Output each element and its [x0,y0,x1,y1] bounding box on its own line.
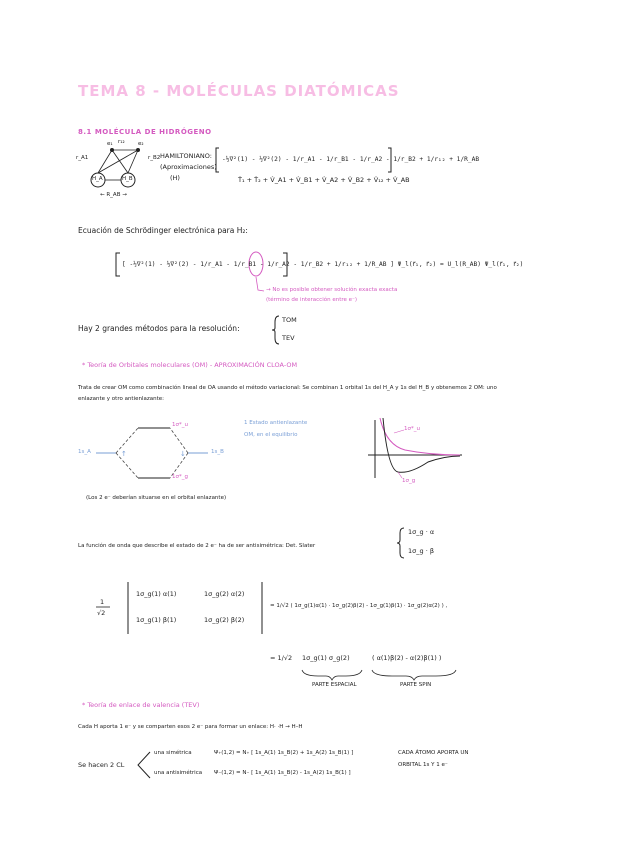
method-tev: TEV [282,334,295,342]
hamiltonian-sub: (H) [170,174,180,182]
hamiltonian-label: HAMILTONIANO: [160,152,212,160]
expansion-equation-1: = 1/√2 ( 1σ_g(1)α(1) · 1σ_g(2)β(2) - 1σ_g(1)β(1) · 1σ_g(2)α(2) ) , [270,603,448,609]
svg-text:↑: ↑ [121,450,127,458]
antisymmetric-equation: Ψ₋(1,2) = N₋ [ 1s_A(1) 1s_B(2) - 1s_A(2) 1s_B(1) ] [214,770,351,776]
side-note-line-2: ORBITAL 1s Y 1 e⁻ [398,762,448,768]
methods-intro: Hay 2 grandes métodos para la resolución: [78,324,240,333]
interaction-term-note: (término de interacción entre e⁻) [266,297,358,303]
nucleus-a-label: H_A [92,176,103,182]
blue-note-line-1: 1 Estado antienlazante [244,420,308,426]
antisymmetric-label: una antisimétrica [154,770,203,776]
spin-part: ( α(1)β(2) - α(2)β(1) ) [372,654,442,662]
electron-1-label: e₁ [107,141,113,147]
prefactor-numerator: 1 [100,598,105,606]
wavefunction-text: La función de onda que describe el estado de 2 e⁻ ha de ser antisimétrica: Det. Slater [78,543,316,549]
r-ab-label: ← R_AB → [100,192,127,198]
nucleus-b-label: H_B [122,176,133,182]
determinant-r1c2: 1σ_g(2) α(2) [204,590,245,598]
curve-bonding-label: 1σ_g [402,478,416,484]
section-heading-om: * Teoría de Orbitales moleculares (OM) - APROXIMACIÓN CLOA-OM [82,361,298,369]
operator-terms: T̂₁ + T̂₂ + V̂_A1 + V̂_B1 + V̂_A2 + V̂_B2 + V̂₁₂ + V̂_AB [238,176,410,184]
determinant-r2c2: 1σ_g(2) β(2) [204,616,245,624]
blue-note-line-2: OM, en el equilibrio [244,432,298,438]
prefactor-denominator: √2 [97,609,106,617]
antibonding-mo-label: 1σ*_u [172,422,188,428]
schrodinger-expression: [ -½∇²(1) - ½∇²(2) - 1/r_A1 - 1/r_B1 - 1/r_A2 - 1/r_B2 + 1/r₁₂ + 1/R_AB ] Ψ_l(r⃗₁, r⃗₂) = U_l(R_AB) Ψ_l(r⃗₁, r⃗₂) [122,261,524,268]
section-heading-tev: * Teoría de enlace de valencia (TEV) [82,701,200,709]
schrodinger-label: Ecuación de Schrödinger electrónica para H₂: [78,226,248,235]
r-b2-label: r_B2 [148,155,161,161]
svg-text:↓: ↓ [180,450,186,458]
spatial-part: 1σ_g(1) σ_g(2) [302,654,350,662]
side-note-line-1: CADA ÁTOMO APORTA UN [398,750,469,756]
om-text-line-2: enlazante y otro antienlazante: [78,396,165,402]
page-title: TEMA 8 - MOLÉCULAS DIATÓMICAS [78,82,400,100]
symmetric-label: una simétrica [154,750,192,756]
spatial-part-label: PARTE ESPACIAL [312,682,357,688]
determinant-r2c1: 1σ_g(1) β(1) [136,616,177,624]
r12-label: r₁₂ [118,139,125,145]
om-text-line-1: Trata de crear OM como combinación lineal de OA usando el método variacional: Se combinan 1 orbital 1s del H_A y 1s del H_B y obtenemos 2 OM: uno [78,385,497,391]
bonding-mo-label: 1σ*_g [172,474,188,480]
hamiltonian-note: (Aproximaciones) [160,163,217,171]
section-heading-hydrogen: 8.1 MOLÉCULA DE HIDRÓGENO [78,128,212,136]
linear-combination-label: Se hacen 2 CL [78,761,125,769]
ao-right-label: 1s_B [211,449,224,455]
r-a1-label: r_A1 [76,155,89,161]
tev-text: Cada H aporta 1 e⁻ y se comparten esos 2 e⁻ para formar un enlace: H· ·H → H–H [78,724,303,730]
spin-orbital-beta: 1σ_g · β [408,547,434,555]
hamiltonian-expression: -½∇²(1) - ½∇²(2) - 1/r_A1 - 1/r_B1 - 1/r_A2 - 1/r_B2 + 1/r₁₂ + 1/R_AB [222,156,480,163]
om-caption: (Los 2 e⁻ deberían situarse en el orbital enlazante) [86,495,227,501]
electron-2-label: e₂ [138,141,144,147]
curve-antibonding-label: 1σ*_u [404,426,420,432]
expansion-equation-2-prefix: = 1/√2 [270,654,293,662]
spin-part-label: PARTE SPIN [400,682,432,688]
method-tom: TOM [282,316,297,324]
symmetric-equation: Ψ₊(1,2) = N₊ [ 1s_A(1) 1s_B(2) + 1s_A(2) 1s_B(1) ] [214,750,354,756]
ao-left-label: 1s_A [78,449,91,455]
exact-solution-note: → No es posible obtener solución exacta exacta [266,287,398,293]
spin-orbital-alpha: 1σ_g · α [408,528,435,536]
determinant-r1c1: 1σ_g(1) α(1) [136,590,177,598]
